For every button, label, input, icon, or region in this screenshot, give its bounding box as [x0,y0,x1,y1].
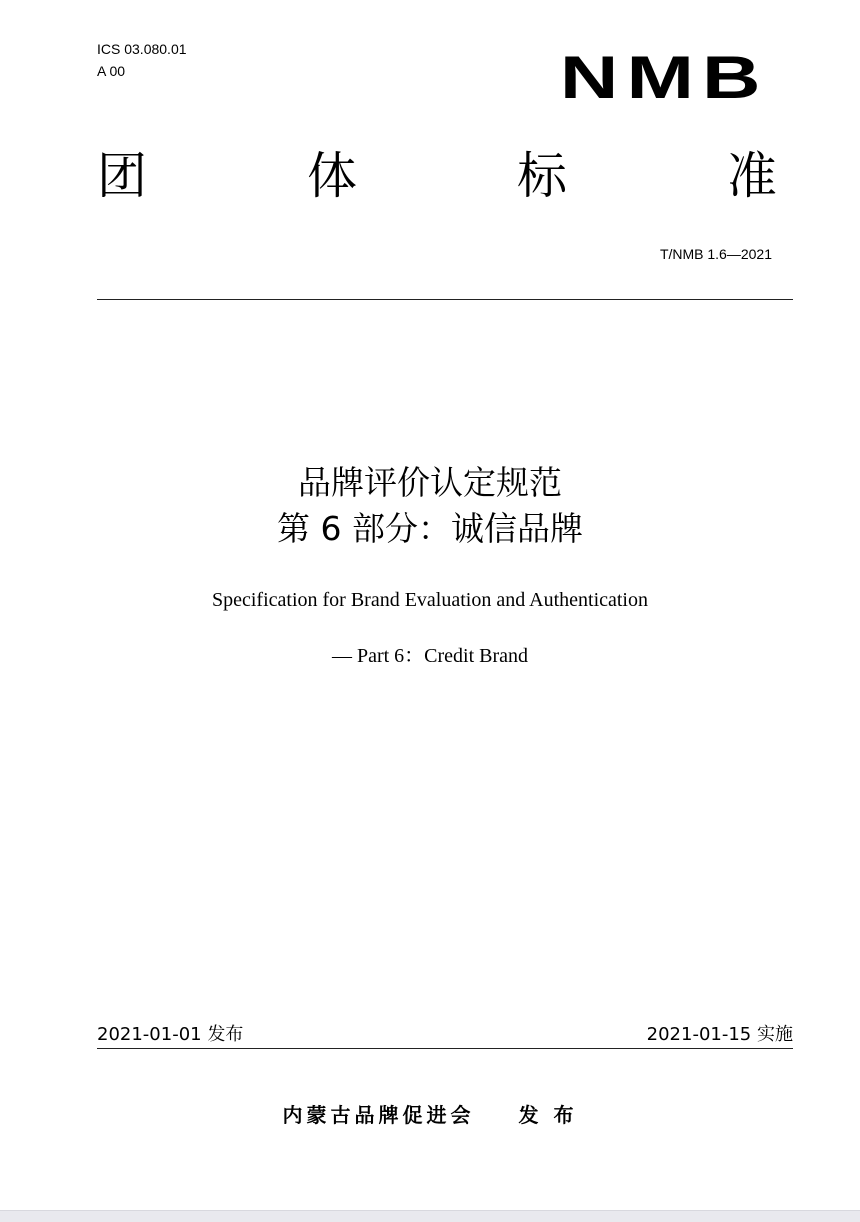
top-divider [97,299,793,300]
standard-number: T/NMB 1.6—2021 [659,246,772,262]
title-en-line2: — Part 6：Credit Brand [331,645,529,667]
bottom-divider [97,1048,793,1049]
title-en-line1: Specification for Brand Evaluation and Authentication [212,589,648,611]
dates-row [97,1024,793,1046]
nmb-logo: NMB [560,44,769,111]
issuer-org: 内蒙古品牌促进会 [282,1103,475,1127]
banner-char-3: 标 [517,147,567,205]
issuer-action: 发 布 [518,1103,578,1127]
publish-date: 2021-01-01 发布 [97,1024,244,1045]
ics-code: ICS 03.080.01 [97,41,187,57]
title-cn-line2: 第 6 部分：诚信品牌 [277,509,583,548]
viewer-bottom-edge [0,1210,860,1222]
banner-char-4: 准 [727,147,777,205]
issuer-line [0,1102,860,1128]
title-block [0,460,860,668]
implement-date: 2021-01-15 实施 [646,1024,793,1045]
title-cn-line1: 品牌评价认定规范 [298,463,562,502]
banner-char-2: 体 [307,147,357,205]
ccs-code: A 00 [97,63,126,79]
banner-char-1: 团 [97,147,147,205]
standard-type-banner [97,146,777,206]
classification-codes [97,38,187,82]
